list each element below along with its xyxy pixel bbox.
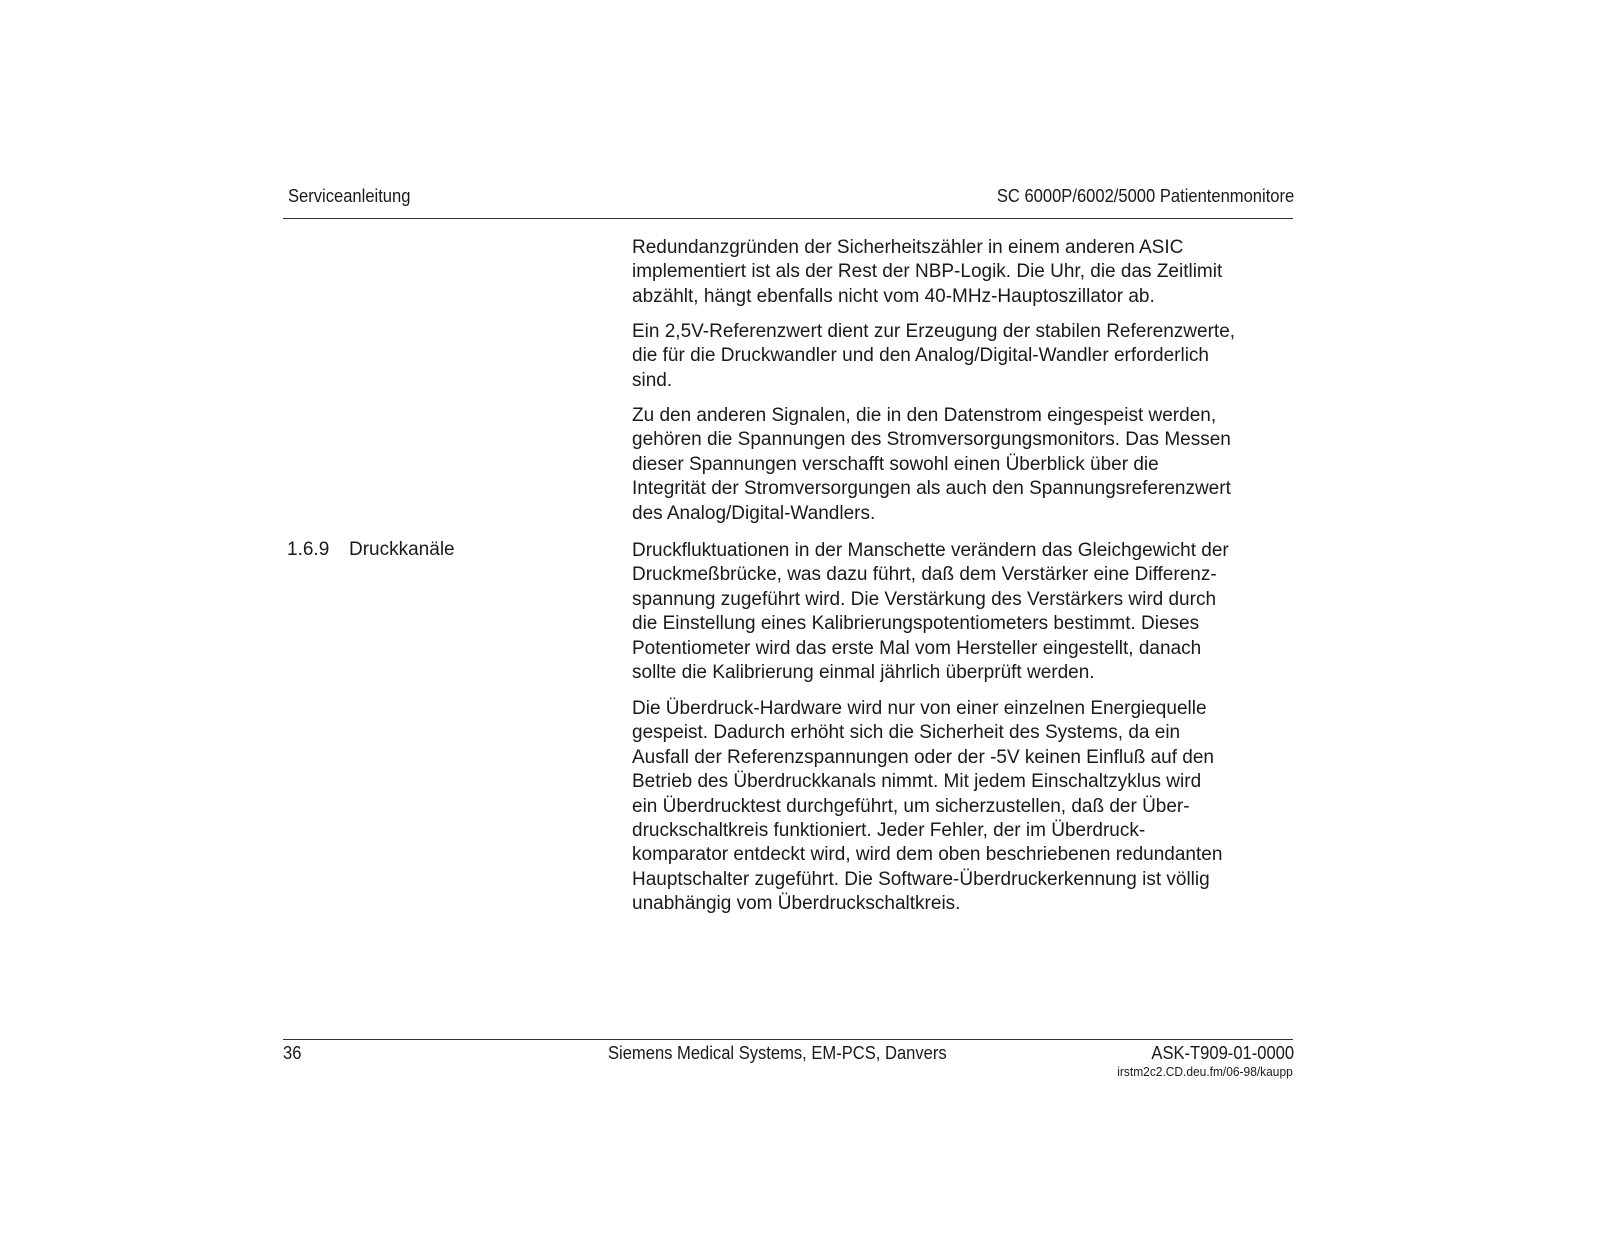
paragraph [632, 539, 1272, 685]
text-line: abzählt, hängt ebenfalls nicht vom 40-MHz-Hauptoszillator ab. [632, 285, 1155, 307]
header-right: SC 6000P/6002/5000 Patientenmonitore [996, 186, 1294, 206]
text-line: Hauptschalter zugeführt. Die Software-Überdruckerkennung ist völlig [632, 868, 1210, 890]
text-line: komparator entdeckt wird, wird dem oben beschriebenen redundanten [632, 844, 1223, 866]
text-line: gehören die Spannungen des Stromversorgungsmonitors. Das Messen [632, 429, 1231, 451]
text-line: Druckfluktuationen in der Manschette verändern das Gleichgewicht der [632, 540, 1229, 561]
text-line: Zu den anderen Signalen, die in den Datenstrom eingespeist werden, [632, 405, 1217, 426]
text-line: Integrität der Stromversorgungen als auch den Spannungsreferenzwert [632, 478, 1231, 500]
text-line: gespeist. Dadurch erhöht sich die Sicherheit des Systems, da ein [632, 722, 1181, 744]
text-line: implementiert ist als der Rest der NBP-Logik. Die Uhr, die das Zeitlimit [632, 261, 1223, 283]
paragraph [632, 320, 1272, 393]
text-line: sind. [632, 369, 673, 391]
paragraph [632, 404, 1272, 526]
text-line: Redundanzgründen der Sicherheitszähler in einem anderen ASIC [632, 237, 1184, 258]
text-line: die für die Druckwandler und den Analog/Digital-Wandler erforderlich [632, 345, 1209, 367]
paragraph [632, 236, 1272, 309]
text-line: spannung zugeführt wird. Die Verstärkung des Verstärkers wird durch [632, 588, 1217, 610]
text-line: ein Überdrucktest durchgeführt, um sicherzustellen, daß der Über- [632, 795, 1190, 817]
file-reference: irstm2c2.CD.deu.fm/06-98/kaupp [1117, 1064, 1293, 1079]
footer-publisher: Siemens Medical Systems, EM-PCS, Danvers [608, 1043, 947, 1063]
text-line: Ein 2,5V-Referenzwert dient zur Erzeugung der stabilen Referenzwerte, [632, 321, 1236, 342]
paragraph [632, 697, 1272, 917]
text-line: des Analog/Digital-Wandlers. [632, 502, 876, 524]
footer-rule [283, 1039, 1293, 1040]
page-number: 36 [283, 1043, 302, 1063]
text-line: unabhängig vom Überdruckschaltkreis. [632, 893, 961, 915]
text-line: Betrieb des Überdruckkanals nimmt. Mit jedem Einschaltzyklus wird [632, 771, 1202, 793]
text-line: Potentiometer wird das erste Mal vom Hersteller eingestellt, danach [632, 637, 1202, 659]
text-line: Die Überdruck-Hardware wird nur von einer einzelnen Energiequelle [632, 698, 1207, 719]
text-line: dieser Spannungen verschafft sowohl einen Überblick über die [632, 453, 1159, 475]
text-line: druckschaltkreis funktioniert. Jeder Fehler, der im Überdruck- [632, 820, 1146, 842]
text-line: Ausfall der Referenzspannungen oder der -5V keinen Einfluß auf den [632, 746, 1214, 768]
text-line: Druckmeßbrücke, was dazu führt, daß dem Verstärker eine Differenz- [632, 564, 1217, 586]
text-line: die Einstellung eines Kalibrierungspotentiometers bestimmt. Dieses [632, 613, 1200, 635]
section-number: 1.6.9 [287, 539, 330, 560]
text-line: sollte die Kalibrierung einmal jährlich überprüft werden. [632, 662, 1095, 684]
header-rule [283, 218, 1293, 219]
section-heading [287, 539, 455, 561]
section-title: Druckkanäle [349, 539, 455, 560]
document-code: ASK-T909-01-0000 [1151, 1043, 1294, 1063]
header-left: Serviceanleitung [288, 186, 411, 206]
